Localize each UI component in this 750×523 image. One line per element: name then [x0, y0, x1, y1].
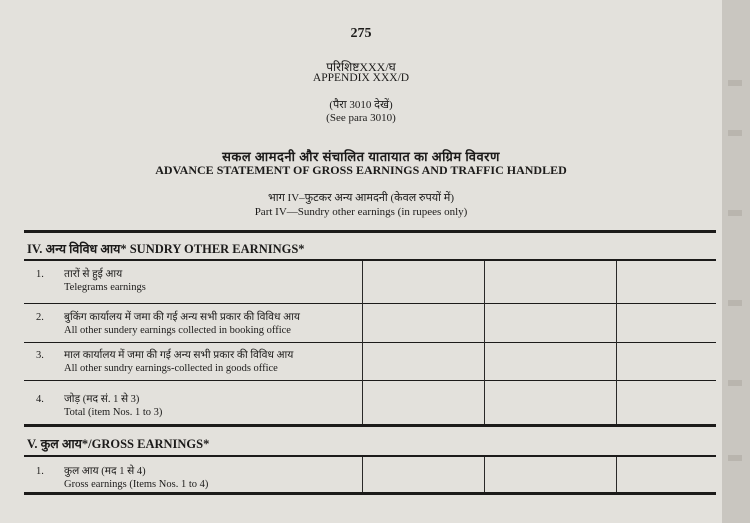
- row-label-hindi: माल कार्यालय में जमा की गई अन्य सभी प्रकार की विविध आय: [64, 350, 294, 361]
- page-number: 275: [350, 26, 372, 41]
- para-ref-hindi: (पैरा 3010 देखें): [329, 99, 393, 111]
- row-number: 4.: [36, 394, 44, 405]
- row-divider: [24, 342, 716, 343]
- title-english: ADVANCE STATEMENT OF GROSS EARNINGS AND TRAFFIC HANDLED: [155, 163, 567, 177]
- row-label-hindi: जोड़ (मद सं. 1 से 3): [64, 394, 140, 405]
- row-number: 3.: [36, 350, 44, 361]
- row-number: 1.: [36, 466, 44, 477]
- row-label-english: All other sundry earnings-collected in goods office: [64, 363, 278, 374]
- row-label-hindi: कुल आय (मद 1 से 4): [64, 466, 146, 477]
- row-label-english: Gross earnings (Items Nos. 1 to 4): [64, 479, 209, 490]
- row-label-english: Telegrams earnings: [64, 282, 146, 293]
- column-line: [616, 457, 617, 492]
- column-line: [484, 457, 485, 492]
- section-iv-heading: IV. अन्य विविध आय* SUNDRY OTHER EARNINGS*: [27, 242, 305, 256]
- section-v-rule: [24, 455, 716, 457]
- section-v-top-rule: [24, 424, 716, 427]
- title-hindi: सकल आमदनी और संचालित यातायात का अग्रिम विवरण: [222, 149, 500, 164]
- row-label-hindi: बुकिंग कार्यालय में जमा की गई अन्य सभी प्रकार की विविध आय: [64, 312, 300, 323]
- row-divider: [24, 380, 716, 381]
- column-line: [484, 261, 485, 424]
- column-line: [362, 261, 363, 424]
- row-divider: [24, 303, 716, 304]
- part-hindi: भाग IV–फुटकर अन्य आमदनी (केवल रुपयों में): [268, 192, 454, 204]
- column-line: [616, 261, 617, 424]
- column-line: [362, 457, 363, 492]
- appendix-english: APPENDIX XXX/D: [312, 72, 410, 84]
- table-top-rule: [24, 230, 716, 233]
- part-english: Part IV—Sundry other earnings (in rupees only): [254, 206, 468, 218]
- appendix-hindi: परिशिष्टXXX/घ: [326, 60, 396, 74]
- section-iv-rule: [24, 259, 716, 261]
- table-bottom-rule: [24, 492, 716, 495]
- row-label-hindi: तारों से हुई आय: [64, 269, 123, 280]
- para-ref-english: (See para 3010): [326, 112, 396, 124]
- section-v-heading: V. कुल आय*/GROSS EARNINGS*: [27, 437, 210, 451]
- adjacent-page-edge: [722, 0, 750, 523]
- row-label-english: All other sundery earnings collected in booking office: [64, 325, 291, 336]
- row-label-english: Total (item Nos. 1 to 3): [64, 407, 163, 418]
- row-number: 2.: [36, 312, 44, 323]
- row-number: 1.: [36, 269, 44, 280]
